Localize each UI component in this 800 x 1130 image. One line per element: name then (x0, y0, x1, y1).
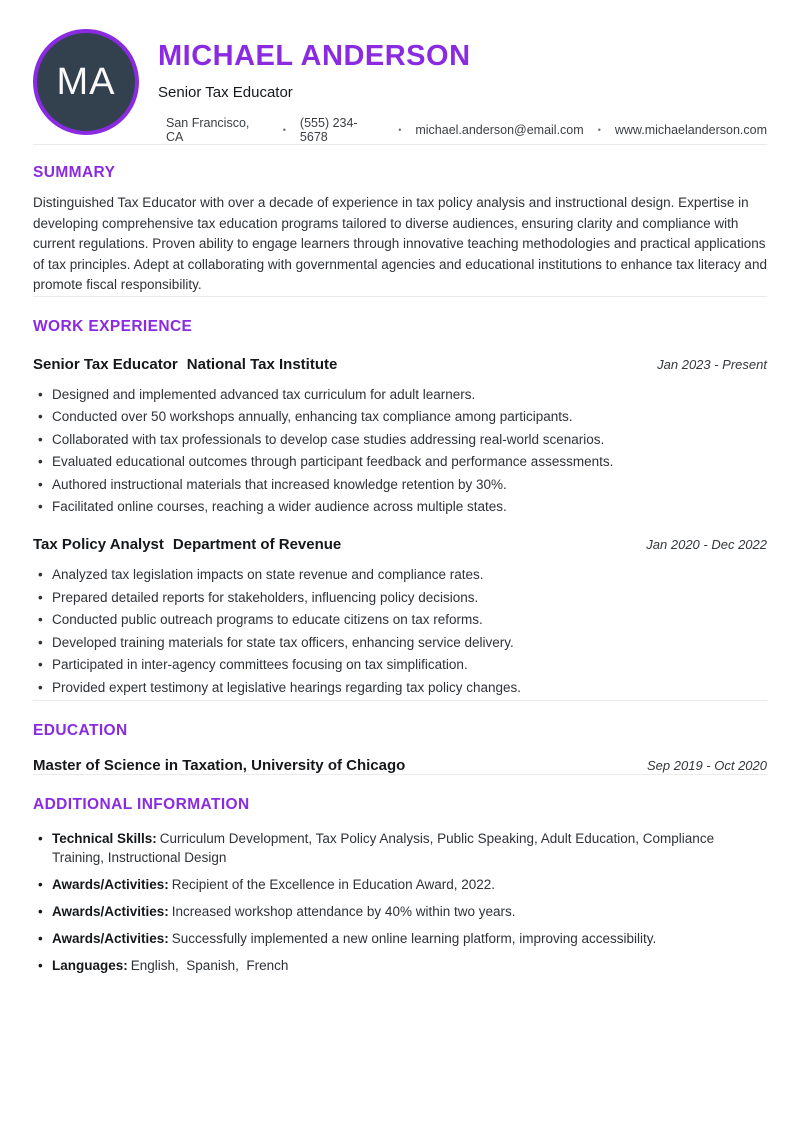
additional-info-item (33, 875, 767, 894)
additional-info-item (33, 902, 767, 921)
education-section-title: EDUCATION (33, 722, 128, 740)
job-dates: Jan 2023 - Present (657, 356, 767, 372)
avatar (33, 29, 139, 135)
job-entry (33, 536, 767, 697)
additional-info-label: Technical Skills: (52, 831, 157, 847)
additional-info-label: Awards/Activities: (52, 877, 169, 893)
job-bullet: • Conducted public outreach programs to educate citizens on tax reforms. (33, 610, 767, 629)
job-bullet-list (33, 565, 767, 697)
candidate-job-title: Senior Tax Educator (158, 84, 293, 101)
additional-info-label: Awards/Activities: (52, 904, 169, 920)
summary-text: Distinguished Tax Educator with over a decade of experience in tax policy analysis and instructional design. Expertise in developing comprehensive tax education programs tailored to diverse audiences, ensuring clarity and compliance with current regulations. Proven ability to engage learners through innovative teaching methodologies and practical applications of tax principles. Adept at collaborating with governmental agencies and educational institutions to enhance tax literacy and promote fiscal responsibility. (33, 195, 767, 293)
job-bullet: • Prepared detailed reports for stakeholders, influencing policy decisions. (33, 588, 767, 607)
job-bullet: • Collaborated with tax professionals to develop case studies addressing real-world scenarios. (33, 430, 767, 449)
job-entry (33, 356, 767, 517)
additional-information-section (33, 775, 767, 975)
job-position: Senior Tax Educator (33, 355, 178, 373)
contact-email: michael.anderson@email.com (415, 123, 584, 137)
job-bullet-list (33, 385, 767, 517)
dot-separator-icon: • (597, 125, 601, 135)
job-bullet: • Designed and implemented advanced tax curriculum for adult learners. (33, 385, 767, 404)
additional-info-text: Curriculum Development, Tax Policy Analysis, Public Speaking, Adult Education, Compliance Training, Instructional Design (52, 831, 718, 866)
additional-information-section-title: ADDITIONAL INFORMATION (33, 796, 250, 814)
contact-website: www.michaelanderson.com (614, 123, 767, 137)
job-bullet: • Analyzed tax legislation impacts on state revenue and compliance rates. (33, 565, 767, 584)
additional-info-text: English, Spanish, French (130, 958, 289, 974)
job-bullet: • Conducted over 50 workshops annually, enhancing tax compliance among participants. (33, 407, 767, 426)
additional-info-list (33, 829, 767, 975)
dot-separator-icon: • (398, 125, 402, 135)
job-bullet: • Participated in inter-agency committees focusing on tax simplification. (33, 655, 767, 674)
job-company: National Tax Institute (186, 355, 338, 373)
job-position: Tax Policy Analyst (33, 536, 164, 554)
education-degree: Master of Science in Taxation, University of Chicago (33, 757, 406, 775)
candidate-name: MICHAEL ANDERSON (158, 40, 471, 72)
education-section (33, 701, 767, 774)
contact-location: San Francisco, CA (166, 116, 250, 144)
avatar-initials: MA (56, 60, 116, 103)
education-dates: Sep 2019 - Oct 2020 (647, 758, 767, 774)
work-experience-section (33, 297, 767, 697)
job-bullet: • Authored instructional materials that increased knowledge retention by 30%. (33, 475, 767, 494)
contact-phone: (555) 234-5678 (299, 116, 358, 144)
job-company: Department of Revenue (172, 536, 342, 554)
additional-info-text: Recipient of the Excellence in Education Award, 2022. (171, 877, 496, 893)
education-entry (33, 757, 767, 774)
additional-info-text: Successfully implemented a new online learning platform, improving accessibility. (171, 931, 657, 947)
contact-row (166, 116, 767, 144)
job-dates: Jan 2020 - Dec 2022 (646, 537, 767, 553)
job-bullet: • Developed training materials for state tax officers, enhancing service delivery. (33, 633, 767, 652)
job-header (33, 536, 767, 553)
additional-info-label: Awards/Activities: (52, 931, 169, 947)
additional-info-item (33, 956, 767, 975)
job-bullet: • Facilitated online courses, reaching a wider audience across multiple states. (33, 497, 767, 516)
job-bullet: • Evaluated educational outcomes through participant feedback and performance assessments. (33, 452, 767, 471)
job-title-line (33, 536, 341, 553)
job-bullet: • Provided expert testimony at legislative hearings regarding tax policy changes. (33, 678, 767, 697)
additional-info-item (33, 929, 767, 948)
summary-section (33, 145, 767, 296)
header-text (158, 29, 767, 144)
dot-separator-icon: • (282, 125, 286, 135)
additional-info-item (33, 829, 767, 867)
additional-info-text: Increased workshop attendance by 40% within two years. (171, 904, 516, 920)
resume-header (33, 0, 767, 144)
additional-info-label: Languages: (52, 958, 128, 974)
work-experience-section-title: WORK EXPERIENCE (33, 317, 193, 335)
summary-section-title: SUMMARY (33, 164, 116, 181)
job-header (33, 356, 767, 373)
job-title-line (33, 356, 337, 373)
